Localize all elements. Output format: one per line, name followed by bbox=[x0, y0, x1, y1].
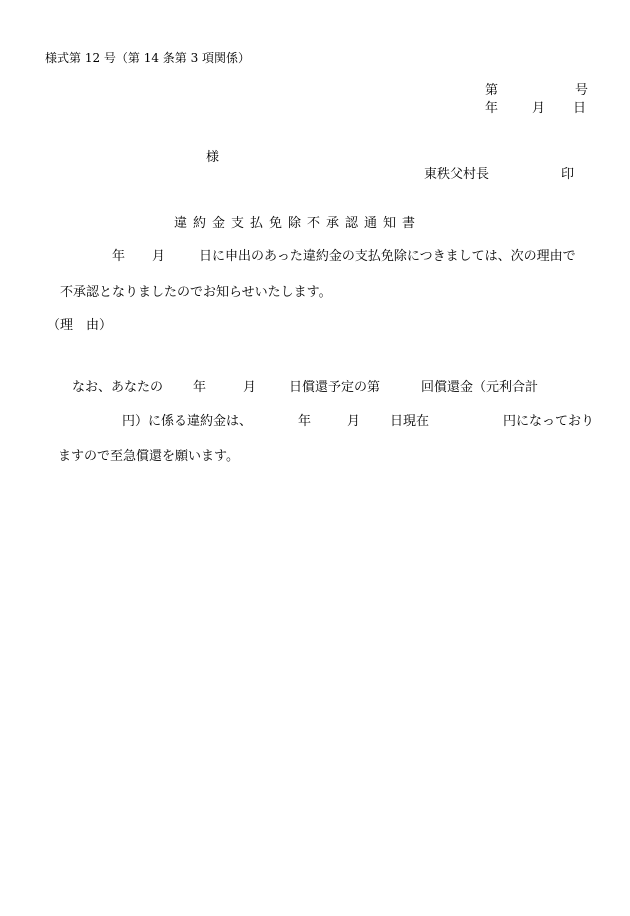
doc-number-suffix: 号 bbox=[575, 83, 589, 98]
date-month: 月 bbox=[532, 101, 546, 116]
body-p2-installment: 回償還金（元利合計 bbox=[421, 380, 539, 395]
date-year: 年 bbox=[485, 101, 499, 116]
body-p2-month: 月 bbox=[243, 380, 257, 395]
body-year: 年 bbox=[112, 249, 126, 264]
document-title: 違約金支払免除不承認通知書 bbox=[174, 216, 422, 231]
body-p2-month-2: 月 bbox=[347, 414, 361, 429]
date-day: 日 bbox=[573, 101, 587, 116]
doc-number-prefix: 第 bbox=[485, 83, 499, 98]
form-number: 様式第 12 号（第 14 条第 3 項関係） bbox=[45, 51, 251, 65]
body-p2-yen-close: 円）に係る違約金は、 bbox=[122, 414, 253, 429]
body-month: 月 bbox=[152, 249, 166, 264]
body-paragraph-1: 日に申出のあった違約金の支払免除につきましては、次の理由で bbox=[199, 249, 576, 264]
body-p2-day-now: 日現在 bbox=[390, 414, 430, 429]
body-p2-yen-tail: 円になっており bbox=[503, 414, 595, 429]
sender-title: 東秩父村長 bbox=[424, 167, 490, 182]
reason-label: （理 由） bbox=[47, 318, 113, 333]
seal-mark: 印 bbox=[561, 167, 575, 182]
body-paragraph-1-line-2: 不承認となりましたのでお知らせいたします。 bbox=[60, 285, 332, 300]
body-p2-year: 年 bbox=[193, 380, 207, 395]
body-p2-line-3: ますので至急償還を願います。 bbox=[58, 449, 239, 464]
body-p2-intro: なお、あなたの bbox=[72, 380, 164, 395]
body-p2-day: 日償還予定の第 bbox=[289, 380, 381, 395]
recipient-honorific: 様 bbox=[206, 150, 220, 165]
body-p2-year-2: 年 bbox=[298, 414, 312, 429]
